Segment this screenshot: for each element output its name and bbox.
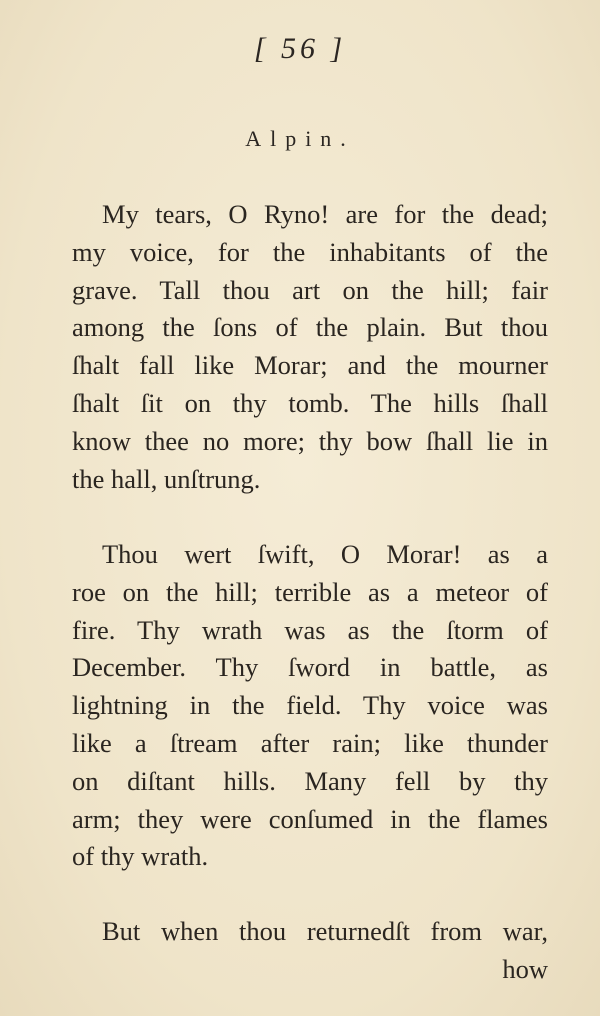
- paragraph-1: [72, 196, 548, 498]
- text-line: December. Thy ſword in battle, as: [72, 652, 548, 683]
- text-line: know thee no more; thy bow ſhall lie in: [72, 425, 548, 456]
- paragraph-2: [72, 536, 548, 876]
- text-line: lightning in the field. Thy voice was: [72, 690, 548, 721]
- page-number: [ 56 ]: [253, 32, 347, 65]
- text-line: fire. Thy wrath was as the ſtorm of: [72, 614, 548, 645]
- text-line: the hall, unſtrung.: [72, 463, 261, 494]
- text-line: My tears, O Ryno! are for the dead;: [102, 199, 548, 229]
- text-line: But when thou returnedſt from war,: [102, 916, 548, 946]
- catchword: how: [502, 953, 548, 984]
- text-line: ſhalt fall like Morar; and the mourner: [72, 350, 548, 381]
- text-line: of thy wrath.: [72, 841, 209, 872]
- paragraph-3: [72, 913, 548, 989]
- section-title: Alpin.: [245, 126, 355, 151]
- text-line: ſhalt ſit on thy tomb. The hills ſhall: [72, 387, 548, 418]
- text-line: Thou wert ſwift, O Morar! as a: [102, 539, 548, 569]
- text-line: like a ſtream after rain; like thunder: [72, 727, 548, 758]
- text-line: among the ſons of the plain. But thou: [72, 312, 548, 343]
- text-line: roe on the hill; terrible as a meteor of: [72, 576, 548, 607]
- text-line: grave. Tall thou art on the hill; fair: [72, 274, 548, 305]
- text-line: my voice, for the inhabitants of the: [72, 236, 548, 267]
- text-line: on diſtant hills. Many fell by thy: [72, 765, 548, 796]
- text-line: arm; they were conſumed in the flames: [72, 803, 548, 834]
